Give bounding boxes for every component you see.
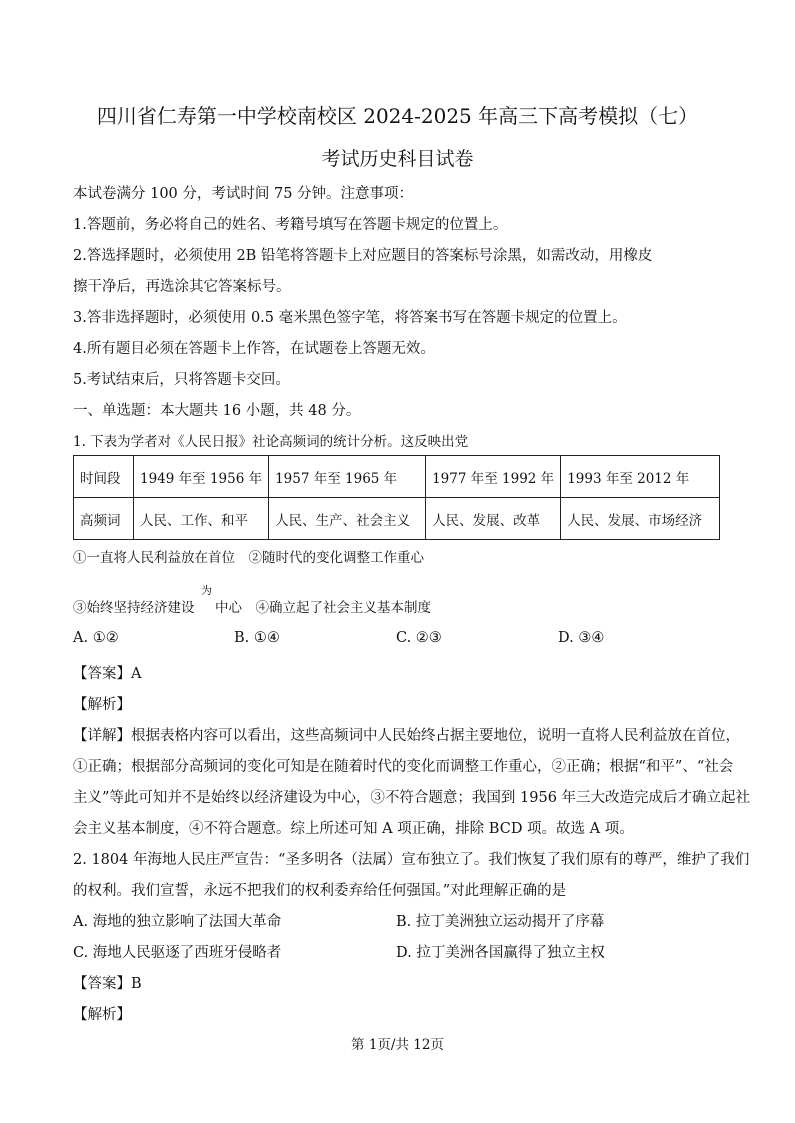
instruction-3: 3.答非选择题时，必须使用 0.5 毫米黑色签字笔，将答案书写在答题卡规定的位置上。 [73, 310, 627, 326]
q2-option-b[interactable]: B. 拉丁美洲独立运动揭开了序幕 [396, 914, 605, 930]
instruction-4: 4.所有题目必须在答题卡上作答，在试题卷上答题无效。 [73, 341, 435, 357]
q1-option-a[interactable]: A. ①② [73, 630, 119, 646]
q1-detail-1: 【详解】根据表格内容可以看出，这些高频词中人民始终占据主要地位，说明一直将人民利益放在首位， [73, 728, 740, 744]
q1-table [73, 455, 720, 540]
table-row [74, 498, 720, 540]
q1-statements-sup: 为 [201, 584, 212, 597]
section-title: 一、单选题：本大题共 16 小题，共 48 分。 [73, 403, 361, 419]
instruction-intro: 本试卷满分 100 分，考试时间 75 分钟。注意事项： [73, 186, 414, 202]
page-number: 第 1页/共 12页 [351, 1037, 444, 1053]
table-cell: 人民、发展、市场经济 [561, 498, 720, 540]
instruction-1: 1.答题前，务必将自己的姓名、考籍号填写在答题卡规定的位置上。 [73, 217, 508, 233]
q1-answer: 【答案】A [73, 666, 142, 682]
q1-option-c[interactable]: C. ②③ [396, 630, 442, 646]
q1-statements-2b: 中心 ④确立起了社会主义基本制度 [215, 600, 431, 616]
instruction-2-cont: 擦干净后，再选涂其它答案标号。 [73, 279, 291, 295]
q1-detail-4: 会主义基本制度，④不符合题意。综上所述可知 A 项正确，排除 BCD 项。故选 A 项。 [73, 821, 634, 837]
q2-stem-1: 2. 1804 年海地人民庄严宣告：“圣多明各（法属）宣布独立了。我们恢复了我们原有的尊严，维护了我们 [73, 852, 750, 868]
q2-option-d[interactable]: D. 拉丁美洲各国赢得了独立主权 [396, 945, 605, 961]
q1-option-d[interactable]: D. ③④ [558, 630, 605, 646]
exam-subtitle: 考试历史科目试卷 [321, 148, 474, 170]
table-cell: 1977 年至 1992 年 [426, 456, 561, 498]
table-cell: 1957 年至 1965 年 [269, 456, 426, 498]
table-cell: 人民、工作、和平 [134, 498, 269, 540]
table-cell: 1949 年至 1956 年 [134, 456, 269, 498]
q1-detail-3: 主义”等此可知并不是始终以经济建设为中心，③不符合题意；我国到 1956 年三大改造完成后才确立起社 [73, 790, 751, 806]
q1-statements-2a: ③始终坚持经济建设 [73, 600, 195, 616]
q2-stem-2: 的权利。我们宣誓，永远不把我们的权利委弃给任何强国。”对此理解正确的是 [73, 883, 567, 899]
table-cell: 人民、生产、社会主义 [269, 498, 426, 540]
exam-title: 四川省仁寿第一中学校南校区 2024-2025 年高三下高考模拟（七） [96, 104, 699, 128]
table-cell: 人民、发展、改革 [426, 498, 561, 540]
q2-option-a[interactable]: A. 海地的独立影响了法国大革命 [73, 914, 282, 930]
q1-analysis-label: 【解析】 [73, 697, 131, 713]
q1-stem: 1. 下表为学者对《人民日报》社论高频词的统计分析。这反映出党 [73, 434, 469, 450]
table-cell: 时间段 [74, 456, 134, 498]
q1-detail-2: ①正确；根据部分高频词的变化可知是在随着时代的变化而调整工作重心，②正确；根据“和平”、“社会 [73, 759, 734, 775]
instruction-5: 5.考试结束后，只将答题卡交回。 [73, 372, 290, 388]
table-cell: 高频词 [74, 498, 134, 540]
q2-answer: 【答案】B [73, 976, 142, 992]
table-row [74, 456, 720, 498]
instruction-2: 2.答选择题时，必须使用 2B 铅笔将答题卡上对应题目的答案标号涂黑，如需改动，用橡皮 [73, 248, 653, 264]
q2-analysis-label: 【解析】 [73, 1007, 131, 1023]
table-cell: 1993 年至 2012 年 [561, 456, 720, 498]
q2-option-c[interactable]: C. 海地人民驱逐了西班牙侵略者 [73, 945, 282, 961]
q1-statements-1: ①一直将人民利益放在首位 ②随时代的变化调整工作重心 [73, 550, 424, 566]
q1-option-b[interactable]: B. ①④ [234, 630, 280, 646]
